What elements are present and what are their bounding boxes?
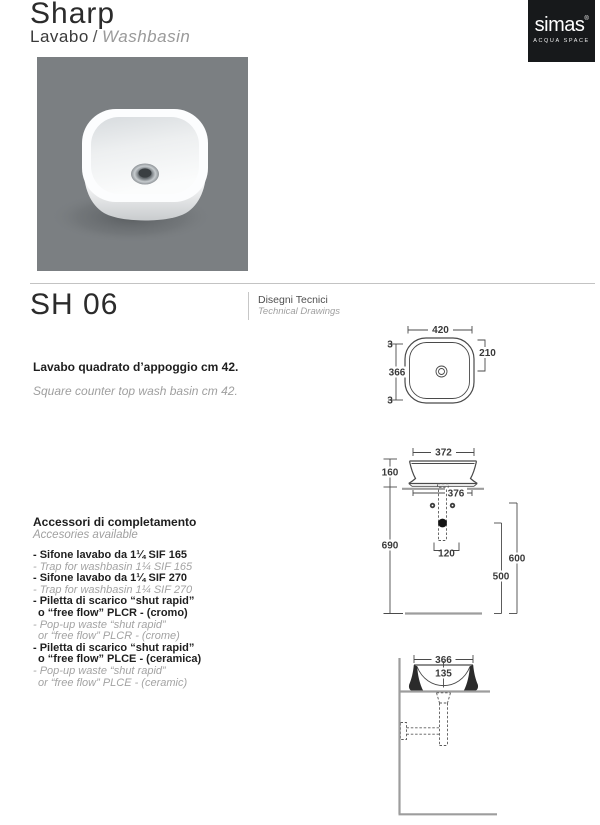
accessory-line: or “free flow” PLCR - (crome) bbox=[38, 630, 180, 643]
product-code: SH 06 bbox=[30, 288, 119, 321]
accessories-section bbox=[33, 516, 283, 689]
brand-name: simas® bbox=[534, 14, 589, 36]
label-divider bbox=[248, 292, 249, 320]
front-view-drawing bbox=[381, 447, 529, 614]
dim-depth-135: 135 bbox=[435, 668, 452, 680]
dim-center-210: 210 bbox=[479, 348, 496, 359]
description-italian: Lavabo quadrato d’appoggio cm 42. bbox=[33, 360, 239, 374]
drawings-label-italian: Disegni Tecnici bbox=[258, 294, 328, 306]
dim-rim-3-top: 3 bbox=[387, 339, 393, 351]
top-view-drawing bbox=[387, 324, 496, 407]
dim-drain-500: 500 bbox=[492, 571, 510, 583]
drawings-label-english: Technical Drawings bbox=[258, 306, 341, 317]
subtitle-separator: / bbox=[92, 27, 99, 46]
description-english: Square counter top wash basin cm 42. bbox=[33, 384, 238, 398]
dim-inner-366: 366 bbox=[388, 367, 406, 379]
drain-outer-circle bbox=[436, 366, 447, 377]
dim-base-376: 376 bbox=[447, 488, 465, 500]
brand-tagline: ACQUA SPACE bbox=[533, 38, 590, 44]
accessory-line: - Sifone lavabo da 1¼ SIF 165 bbox=[33, 549, 188, 561]
registered-mark: ® bbox=[584, 16, 589, 22]
siphon-trap bbox=[401, 693, 451, 746]
accessories-title-english: Accesories available bbox=[33, 529, 138, 541]
accessories-title-italian: Accessori di completamento bbox=[33, 515, 197, 529]
accessory-line: - Trap for washbasin 1¼ SIF 165 bbox=[33, 560, 193, 573]
dim-section-366: 366 bbox=[435, 655, 452, 666]
accessory-line: - Sifone lavabo da 1¼ SIF 270 bbox=[33, 572, 188, 585]
basin-outer-contour bbox=[405, 338, 474, 403]
accessory-line: o “free flow” PLCE - (ceramica) bbox=[38, 653, 202, 666]
accessory-line: - Pop-up waste “shut rapid” bbox=[33, 664, 166, 677]
waste-outlet-point bbox=[438, 519, 447, 528]
page-title: Sharp bbox=[30, 0, 116, 30]
dim-supply-600: 600 bbox=[508, 553, 526, 565]
subtitle-english: Washbasin bbox=[102, 27, 191, 46]
basin-profile bbox=[409, 461, 477, 487]
section-view-drawing bbox=[399, 654, 498, 814]
dim-rim-372: 372 bbox=[435, 447, 452, 459]
dim-floor-690: 690 bbox=[381, 540, 399, 552]
dim-rim-3-bottom: 3 bbox=[387, 395, 393, 407]
brand-logo bbox=[528, 0, 595, 62]
subtitle-italian: Lavabo bbox=[30, 27, 89, 46]
fixing-points bbox=[430, 503, 455, 508]
drain-hole bbox=[139, 168, 152, 177]
technical-drawings bbox=[330, 315, 600, 825]
accessory-line: or “free flow” PLCE - (ceramic) bbox=[38, 676, 188, 689]
dim-drain-120: 120 bbox=[438, 548, 455, 560]
dim-height-160: 160 bbox=[381, 467, 399, 479]
washbasin-photo-illustration bbox=[37, 57, 248, 271]
accessory-line: - Piletta di scarico “shut rapid” bbox=[33, 595, 195, 608]
accessories-list bbox=[33, 550, 283, 689]
page-subtitle bbox=[30, 27, 190, 47]
accessory-line: - Piletta di scarico “shut rapid” bbox=[33, 641, 195, 654]
basin-inner-contour bbox=[410, 343, 470, 399]
product-photo bbox=[37, 57, 248, 271]
dim-width-420: 420 bbox=[432, 325, 449, 336]
accessory-line: - Trap for washbasin 1¼ SIF 270 bbox=[33, 583, 193, 596]
accessory-line: - Pop-up waste “shut rapid” bbox=[33, 618, 166, 631]
accessory-line: o “free flow” PLCR - (cromo) bbox=[38, 606, 188, 619]
drain-inner-circle bbox=[439, 369, 445, 375]
section-divider bbox=[30, 283, 595, 284]
